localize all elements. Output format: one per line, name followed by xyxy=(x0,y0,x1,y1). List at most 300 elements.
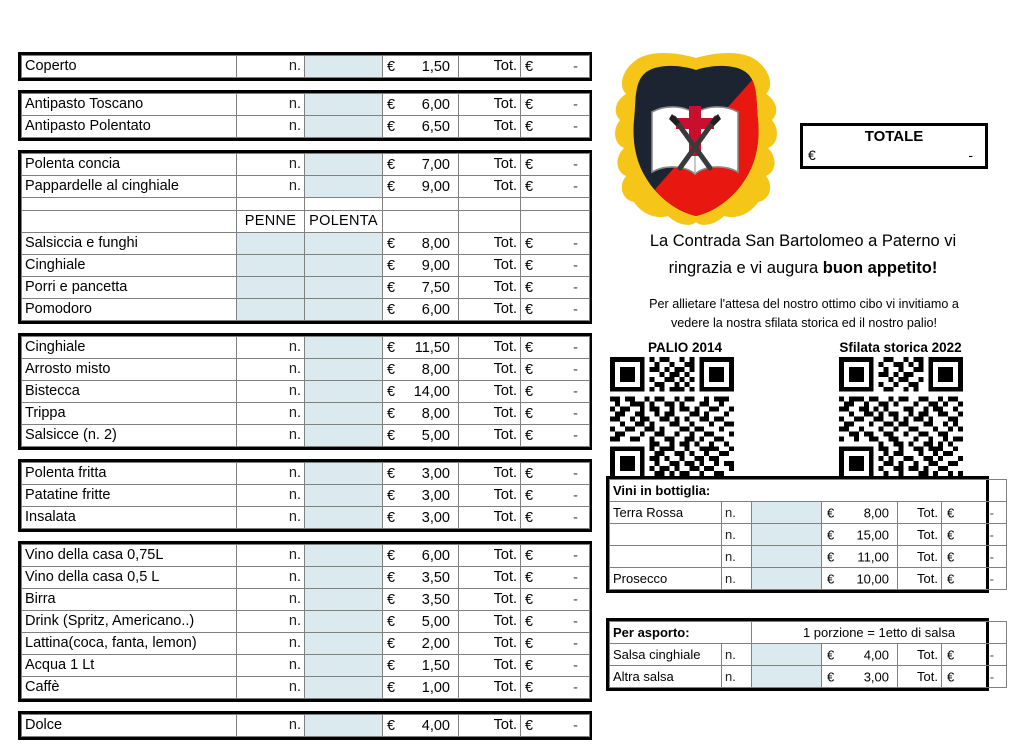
qty-unit-label: n. xyxy=(237,425,305,447)
price-cell xyxy=(822,568,898,590)
row-total-cell xyxy=(521,233,590,255)
qr-code-sfilata-icon[interactable] xyxy=(839,357,963,481)
row-total-value: - xyxy=(573,569,578,586)
qty-unit-label: n. xyxy=(237,715,305,737)
item-name: Drink (Spritz, Americano..) xyxy=(22,611,237,633)
row-total-cell xyxy=(521,403,590,425)
row-total-value: - xyxy=(989,505,995,520)
total-label: Tot. xyxy=(459,655,521,677)
totale-value: - xyxy=(968,147,973,163)
item-name: Bistecca xyxy=(22,381,237,403)
row-total-cell xyxy=(521,715,590,737)
item-name xyxy=(610,524,722,546)
item-name: Patatine fritte xyxy=(22,485,237,507)
euro-symbol: € xyxy=(525,613,534,630)
euro-symbol: € xyxy=(827,669,835,684)
total-label: Tot. xyxy=(459,715,521,737)
qty-input-cell[interactable] xyxy=(752,568,822,590)
total-label: Tot. xyxy=(459,633,521,655)
euro-symbol: € xyxy=(387,58,396,75)
euro-symbol: € xyxy=(525,58,534,75)
qty-unit-label: n. xyxy=(237,94,305,116)
qty-input-cell[interactable] xyxy=(305,715,383,737)
table-row xyxy=(22,545,590,567)
euro-symbol: € xyxy=(525,569,534,586)
table-row xyxy=(22,116,590,138)
row-total-cell xyxy=(521,425,590,447)
row-total-value: - xyxy=(989,571,995,586)
price-value: 3,00 xyxy=(421,487,450,504)
column-header-penne: PENNE xyxy=(237,211,305,233)
price-cell xyxy=(383,633,459,655)
spacer-cell xyxy=(383,198,459,211)
qty-input-cell[interactable] xyxy=(305,176,383,198)
spacer-cell xyxy=(305,198,383,211)
table-row xyxy=(22,485,590,507)
qr-caption-palio: PALIO 2014 xyxy=(647,340,723,355)
table-row xyxy=(22,277,590,299)
section-dolce xyxy=(18,711,592,740)
price-cell xyxy=(383,176,459,198)
total-label: Tot. xyxy=(898,546,942,568)
item-name: Caffè xyxy=(22,677,237,699)
total-label: Tot. xyxy=(459,255,521,277)
item-name: Cinghiale xyxy=(22,337,237,359)
qty-input-cell[interactable] xyxy=(305,337,383,359)
item-name xyxy=(610,546,722,568)
sauce-header-blank xyxy=(459,211,521,233)
section-antipasti xyxy=(18,90,592,141)
total-label: Tot. xyxy=(898,524,942,546)
euro-symbol: € xyxy=(808,147,816,163)
price-cell xyxy=(383,589,459,611)
price-value: 5,00 xyxy=(421,427,450,444)
total-label: Tot. xyxy=(898,666,942,688)
table-row xyxy=(22,677,590,699)
euro-symbol: € xyxy=(525,383,534,400)
table-row xyxy=(22,611,590,633)
qty-unit-label: n. xyxy=(237,403,305,425)
euro-symbol: € xyxy=(387,156,396,173)
column-header-polenta: POLENTA xyxy=(305,211,383,233)
totale-title: TOTALE xyxy=(864,128,924,145)
price-cell xyxy=(822,546,898,568)
qty-input-cell[interactable] xyxy=(305,463,383,485)
row-total-value: - xyxy=(573,235,578,252)
price-cell xyxy=(383,94,459,116)
table-row xyxy=(22,176,590,198)
item-name: Dolce xyxy=(22,715,237,737)
euro-symbol: € xyxy=(387,657,396,674)
price-value: 9,00 xyxy=(421,178,450,195)
euro-symbol: € xyxy=(827,527,835,542)
price-value: 7,50 xyxy=(421,279,450,296)
qty-unit-label: n. xyxy=(722,502,752,524)
table-contorni xyxy=(21,462,590,529)
euro-symbol: € xyxy=(525,279,534,296)
row-total-value: - xyxy=(573,339,578,356)
price-cell xyxy=(383,337,459,359)
table-antipasti xyxy=(21,93,590,138)
qty-unit-label: n. xyxy=(722,644,752,666)
qty-input-cell[interactable] xyxy=(305,403,383,425)
row-total-value: - xyxy=(573,509,578,526)
row-total-cell xyxy=(521,56,590,78)
price-cell xyxy=(822,644,898,666)
table-bevande xyxy=(21,544,590,699)
total-label: Tot. xyxy=(459,677,521,699)
qty-input-cell[interactable] xyxy=(752,666,822,688)
thanks-line-2-plain: ringrazia e vi augura xyxy=(668,259,823,277)
total-label: Tot. xyxy=(459,94,521,116)
item-name: Salsa cinghiale xyxy=(610,644,722,666)
item-name: Antipasto Polentato xyxy=(22,116,237,138)
total-label: Tot. xyxy=(459,337,521,359)
row-total-value: - xyxy=(573,257,578,274)
vini-header: Vini in bottiglia: xyxy=(610,480,1007,502)
item-name: Acqua 1 Lt xyxy=(22,655,237,677)
qty-unit-label: n. xyxy=(237,485,305,507)
euro-symbol: € xyxy=(827,647,835,662)
table-primi xyxy=(21,153,590,321)
euro-symbol: € xyxy=(387,96,396,113)
sauce-header-blank xyxy=(383,211,459,233)
qty-unit-label: n. xyxy=(237,154,305,176)
qty-unit-label: n. xyxy=(237,567,305,589)
euro-symbol: € xyxy=(525,405,534,422)
qty-input-cell[interactable] xyxy=(305,94,383,116)
row-total-value: - xyxy=(573,178,578,195)
qty-input-cell[interactable] xyxy=(305,589,383,611)
qty-input-cell-polenta[interactable] xyxy=(305,233,383,255)
qty-input-cell[interactable] xyxy=(752,502,822,524)
table-row xyxy=(610,524,1007,546)
item-name: Cinghiale xyxy=(22,255,237,277)
price-cell xyxy=(383,299,459,321)
row-total-cell xyxy=(521,255,590,277)
qty-unit-label: n. xyxy=(237,463,305,485)
table-row xyxy=(22,567,590,589)
price-value: 2,00 xyxy=(421,635,450,652)
qr-block-palio xyxy=(610,340,760,481)
row-total-cell xyxy=(521,485,590,507)
price-cell xyxy=(383,463,459,485)
item-name: Birra xyxy=(22,589,237,611)
qty-input-cell-penne[interactable] xyxy=(237,277,305,299)
price-value: 6,00 xyxy=(421,96,450,113)
euro-symbol: € xyxy=(525,465,534,482)
row-total-value: - xyxy=(573,465,578,482)
row-total-value: - xyxy=(573,118,578,135)
qty-input-cell[interactable] xyxy=(305,56,383,78)
row-total-value: - xyxy=(989,549,995,564)
total-label: Tot. xyxy=(459,403,521,425)
row-total-cell xyxy=(521,633,590,655)
table-row xyxy=(22,255,590,277)
euro-symbol: € xyxy=(387,405,396,422)
vini-in-bottiglia-box xyxy=(606,476,995,593)
table-row xyxy=(22,403,590,425)
qty-input-cell[interactable] xyxy=(305,485,383,507)
item-name: Polenta fritta xyxy=(22,463,237,485)
per-asporto-box xyxy=(606,618,995,691)
row-total-cell xyxy=(942,666,1007,688)
qty-unit-label: n. xyxy=(237,633,305,655)
row-total-cell xyxy=(521,463,590,485)
price-cell xyxy=(383,507,459,529)
euro-symbol: € xyxy=(827,505,835,520)
qty-input-cell[interactable] xyxy=(752,524,822,546)
price-cell xyxy=(383,485,459,507)
euro-symbol: € xyxy=(387,118,396,135)
thanks-line-1: La Contrada San Bartolomeo a Paterno vi xyxy=(649,232,957,250)
euro-symbol: € xyxy=(947,669,955,684)
qr-caption-sfilata: Sfilata storica 2022 xyxy=(839,340,962,355)
qty-input-cell[interactable] xyxy=(305,359,383,381)
total-label: Tot. xyxy=(459,507,521,529)
item-name: Vino della casa 0,75L xyxy=(22,545,237,567)
euro-symbol: € xyxy=(525,547,534,564)
qty-unit-label: n. xyxy=(722,568,752,590)
row-total-cell xyxy=(521,507,590,529)
euro-symbol: € xyxy=(525,235,534,252)
row-total-cell xyxy=(942,568,1007,590)
row-total-value: - xyxy=(573,635,578,652)
price-cell xyxy=(383,233,459,255)
item-name: Salsiccia e funghi xyxy=(22,233,237,255)
total-label: Tot. xyxy=(459,56,521,78)
row-total-cell xyxy=(521,116,590,138)
qr-code-palio-icon[interactable] xyxy=(610,357,734,481)
euro-symbol: € xyxy=(387,301,396,318)
table-row xyxy=(22,359,590,381)
euro-symbol: € xyxy=(525,339,534,356)
total-label: Tot. xyxy=(459,233,521,255)
euro-symbol: € xyxy=(387,178,396,195)
total-label: Tot. xyxy=(459,154,521,176)
price-cell xyxy=(383,655,459,677)
price-value: 4,00 xyxy=(421,717,450,734)
price-value: 3,50 xyxy=(421,591,450,608)
row-total-cell xyxy=(942,546,1007,568)
qty-unit-label: n. xyxy=(237,611,305,633)
price-cell xyxy=(383,567,459,589)
price-value: 4,00 xyxy=(863,647,890,662)
price-cell xyxy=(383,545,459,567)
table-row xyxy=(22,154,590,176)
row-total-cell xyxy=(521,277,590,299)
row-total-cell xyxy=(521,299,590,321)
sauce-header-row xyxy=(22,211,590,233)
euro-symbol: € xyxy=(525,657,534,674)
price-value: 3,00 xyxy=(421,509,450,526)
euro-symbol: € xyxy=(525,427,534,444)
qty-input-cell-penne[interactable] xyxy=(237,233,305,255)
item-name: Porri e pancetta xyxy=(22,277,237,299)
vini-header-row xyxy=(610,480,1007,502)
item-name: Antipasto Toscano xyxy=(22,94,237,116)
asporto-header-right: 1 porzione = 1etto di salsa xyxy=(752,622,1007,644)
total-label: Tot. xyxy=(459,545,521,567)
row-total-cell xyxy=(521,176,590,198)
row-total-value: - xyxy=(573,487,578,504)
euro-symbol: € xyxy=(525,635,534,652)
total-label: Tot. xyxy=(459,299,521,321)
euro-symbol: € xyxy=(525,301,534,318)
section-contorni xyxy=(18,459,592,532)
euro-symbol: € xyxy=(827,571,835,586)
qty-unit-label: n. xyxy=(237,677,305,699)
price-cell xyxy=(383,715,459,737)
price-value: 1,50 xyxy=(421,58,450,75)
qty-input-cell[interactable] xyxy=(305,655,383,677)
item-name: Polenta concia xyxy=(22,154,237,176)
euro-symbol: € xyxy=(387,339,396,356)
row-total-cell xyxy=(521,337,590,359)
qty-input-cell[interactable] xyxy=(305,611,383,633)
total-label: Tot. xyxy=(459,359,521,381)
total-label: Tot. xyxy=(898,568,942,590)
euro-symbol: € xyxy=(387,635,396,652)
total-label: Tot. xyxy=(459,485,521,507)
qty-unit-label: n. xyxy=(237,545,305,567)
price-value: 6,00 xyxy=(421,301,450,318)
row-total-cell xyxy=(521,677,590,699)
price-value: 10,00 xyxy=(856,571,889,586)
price-cell xyxy=(383,425,459,447)
euro-symbol: € xyxy=(525,717,534,734)
row-total-value: - xyxy=(573,96,578,113)
qty-input-cell-penne[interactable] xyxy=(237,255,305,277)
item-name: Arrosto misto xyxy=(22,359,237,381)
row-total-cell xyxy=(521,545,590,567)
qty-input-cell[interactable] xyxy=(305,425,383,447)
table-row xyxy=(610,666,1007,688)
qty-input-cell[interactable] xyxy=(305,507,383,529)
row-total-value: - xyxy=(573,301,578,318)
price-value: 1,50 xyxy=(421,657,450,674)
table-row xyxy=(22,655,590,677)
sauce-header-blank xyxy=(521,211,590,233)
price-cell xyxy=(383,677,459,699)
euro-symbol: € xyxy=(525,509,534,526)
table-row xyxy=(610,546,1007,568)
thanks-line-2 xyxy=(600,255,1006,282)
price-cell xyxy=(383,154,459,176)
row-total-value: - xyxy=(989,527,995,542)
euro-symbol: € xyxy=(387,591,396,608)
qty-input-cell[interactable] xyxy=(305,381,383,403)
table-row xyxy=(22,381,590,403)
euro-symbol: € xyxy=(387,547,396,564)
table-dolce xyxy=(21,714,590,737)
thanks-message xyxy=(600,228,1006,282)
price-value: 8,00 xyxy=(421,361,450,378)
total-label: Tot. xyxy=(459,116,521,138)
qty-input-cell[interactable] xyxy=(752,546,822,568)
row-total-value: - xyxy=(989,647,995,662)
table-row xyxy=(22,425,590,447)
euro-symbol: € xyxy=(387,613,396,630)
invite-message xyxy=(608,295,1000,333)
spacer-cell xyxy=(521,198,590,211)
contrada-crest-icon xyxy=(606,50,786,228)
total-label: Tot. xyxy=(898,502,942,524)
qty-unit-label: n. xyxy=(237,56,305,78)
row-total-cell xyxy=(942,502,1007,524)
price-value: 1,00 xyxy=(421,679,450,696)
euro-symbol: € xyxy=(387,279,396,296)
spacer-cell xyxy=(22,198,237,211)
table-row xyxy=(22,337,590,359)
table-row xyxy=(610,568,1007,590)
price-value: 6,00 xyxy=(421,547,450,564)
euro-symbol: € xyxy=(387,257,396,274)
euro-symbol: € xyxy=(827,549,835,564)
asporto-header-row xyxy=(610,622,1007,644)
item-name: Insalata xyxy=(22,507,237,529)
qty-input-cell[interactable] xyxy=(305,545,383,567)
row-total-value: - xyxy=(573,427,578,444)
price-value: 6,50 xyxy=(421,118,450,135)
qty-input-cell[interactable] xyxy=(305,567,383,589)
spacer-cell xyxy=(237,198,305,211)
euro-symbol: € xyxy=(947,549,955,564)
row-total-cell xyxy=(521,94,590,116)
qty-unit-label: n. xyxy=(722,546,752,568)
row-total-value: - xyxy=(573,58,578,75)
qty-input-cell[interactable] xyxy=(305,677,383,699)
qty-input-cell-polenta[interactable] xyxy=(305,299,383,321)
qty-unit-label: n. xyxy=(722,666,752,688)
price-value: 8,00 xyxy=(863,505,889,520)
row-total-value: - xyxy=(573,383,578,400)
qty-input-cell[interactable] xyxy=(305,633,383,655)
row-total-value: - xyxy=(573,156,578,173)
totale-value-row xyxy=(803,146,985,164)
price-cell xyxy=(383,56,459,78)
price-value: 3,50 xyxy=(421,569,450,586)
euro-symbol: € xyxy=(525,178,534,195)
euro-symbol: € xyxy=(947,527,955,542)
price-value: 3,00 xyxy=(421,465,450,482)
item-name: Terra Rossa xyxy=(610,502,722,524)
qty-input-cell-penne[interactable] xyxy=(237,299,305,321)
price-value: 8,00 xyxy=(421,235,450,252)
qty-input-cell[interactable] xyxy=(305,154,383,176)
total-label: Tot. xyxy=(459,567,521,589)
spacer-cell xyxy=(459,198,521,211)
item-name: Lattina(coca, fanta, lemon) xyxy=(22,633,237,655)
row-total-value: - xyxy=(573,279,578,296)
table-row xyxy=(22,94,590,116)
qty-input-cell[interactable] xyxy=(752,644,822,666)
row-total-cell xyxy=(521,359,590,381)
table-row xyxy=(22,507,590,529)
qty-input-cell[interactable] xyxy=(305,116,383,138)
qty-input-cell-polenta[interactable] xyxy=(305,277,383,299)
euro-symbol: € xyxy=(387,487,396,504)
qty-input-cell-polenta[interactable] xyxy=(305,255,383,277)
euro-symbol: € xyxy=(525,591,534,608)
item-name: Coperto xyxy=(22,56,237,78)
table-row xyxy=(22,633,590,655)
euro-symbol: € xyxy=(525,361,534,378)
row-total-cell xyxy=(521,611,590,633)
table-row xyxy=(22,715,590,737)
price-cell xyxy=(383,359,459,381)
euro-symbol: € xyxy=(525,257,534,274)
